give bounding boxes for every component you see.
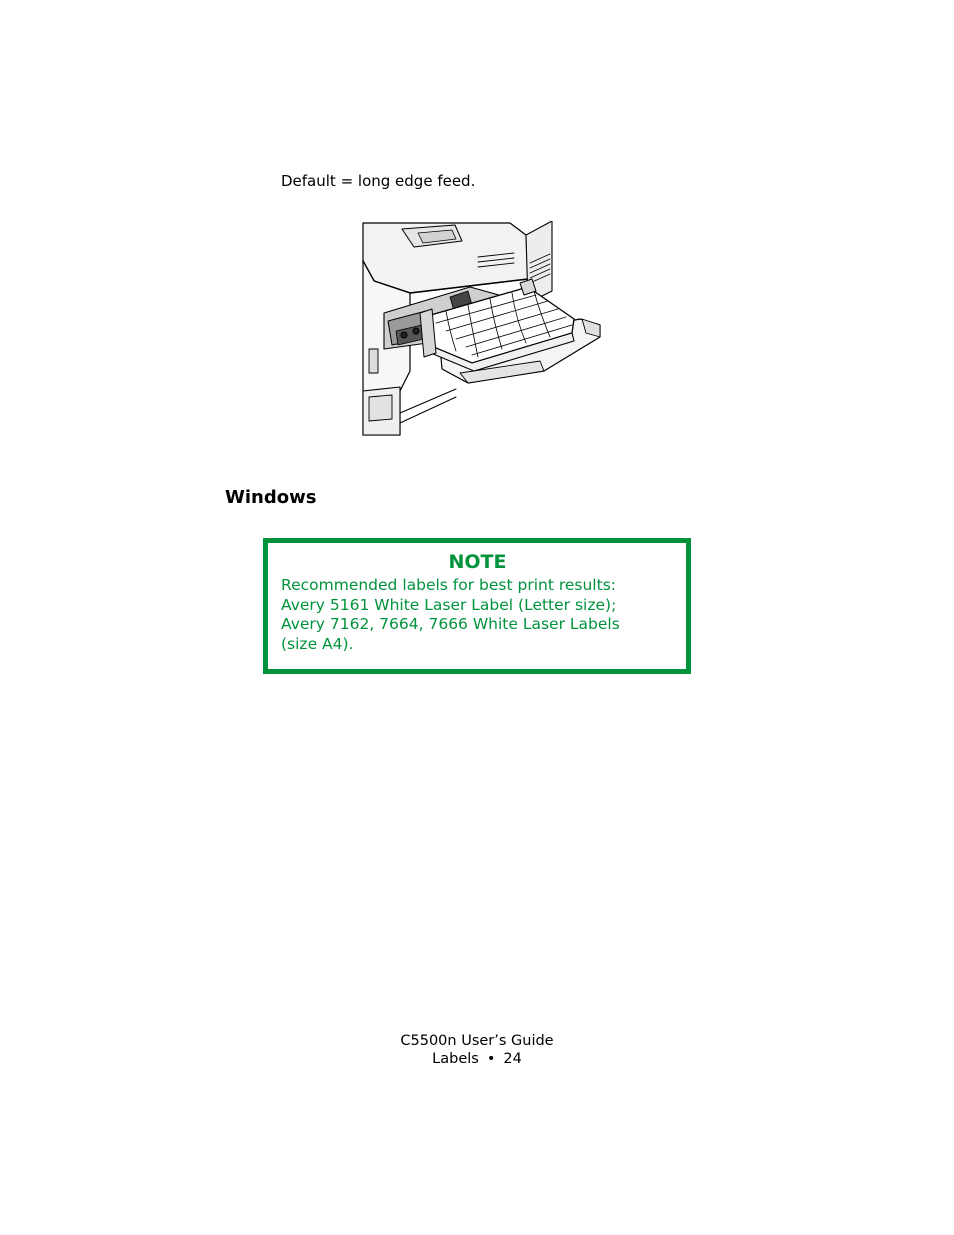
footer-section-page [0, 1051, 954, 1069]
footer-separator: • [486, 1050, 496, 1067]
note-text-line: Avery 7162, 7664, 7666 White Laser Labels [281, 615, 620, 633]
note-text-line: (size A4). [281, 634, 354, 653]
note-text-line: Avery 5161 White Laser Label (Letter size); [281, 595, 617, 614]
default-feed-text: Default = long edge feed. [281, 172, 476, 190]
note-box [263, 538, 691, 674]
footer-page-number: 24 [503, 1050, 522, 1067]
note-title: NOTE [448, 551, 507, 573]
section-heading-windows: Windows [225, 487, 317, 508]
printer-multipurpose-tray-icon [360, 221, 605, 437]
note-text-line: Recommended labels for best print results: [281, 576, 616, 594]
footer-section-name: Labels [432, 1050, 479, 1067]
footer-guide-title: C5500n User’s Guide [400, 1033, 554, 1049]
page-footer [0, 1033, 954, 1068]
printer-multipurpose-tray-illustration [360, 221, 605, 437]
